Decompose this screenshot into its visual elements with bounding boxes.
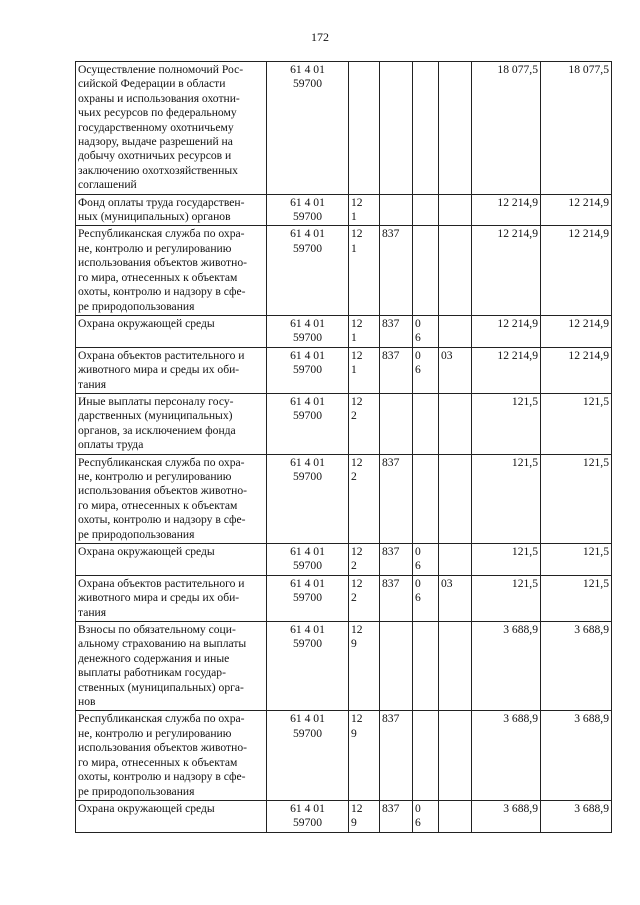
row-expense-type: 12 1 <box>349 347 380 393</box>
row-ministry-code: 837 <box>380 575 413 621</box>
row-ministry-code: 837 <box>380 800 413 832</box>
row-amount-1: 12 214,9 <box>472 226 541 315</box>
row-amount-2: 121,5 <box>541 454 612 543</box>
row-subsection <box>439 454 472 543</box>
row-amount-2: 12 214,9 <box>541 315 612 347</box>
row-target-code: 61 4 01 59700 <box>267 226 349 315</box>
row-expense-type: 12 9 <box>349 711 380 800</box>
row-name: Охрана окружающей среды <box>76 315 267 347</box>
row-expense-type: 12 2 <box>349 575 380 621</box>
table-row <box>76 622 612 711</box>
row-amount-1: 3 688,9 <box>472 711 541 800</box>
row-expense-type: 12 1 <box>349 226 380 315</box>
table-row <box>76 226 612 315</box>
table-row <box>76 711 612 800</box>
row-amount-1: 121,5 <box>472 544 541 576</box>
row-section: 0 6 <box>413 544 439 576</box>
row-subsection <box>439 315 472 347</box>
row-ministry-code: 837 <box>380 711 413 800</box>
row-amount-1: 12 214,9 <box>472 347 541 393</box>
row-name: Иные выплаты персоналу госу- дарственных (муниципальных) органов, за исключением фонда оплаты труда <box>76 393 267 454</box>
row-name: Фонд оплаты труда государствен- ных (муниципальных) органов <box>76 194 267 226</box>
row-target-code: 61 4 01 59700 <box>267 622 349 711</box>
row-target-code: 61 4 01 59700 <box>267 315 349 347</box>
row-subsection: 03 <box>439 347 472 393</box>
row-subsection <box>439 800 472 832</box>
table-row <box>76 575 612 621</box>
row-ministry-code: 837 <box>380 454 413 543</box>
row-section: 0 6 <box>413 800 439 832</box>
table-row <box>76 393 612 454</box>
row-subsection <box>439 62 472 195</box>
row-ministry-code: 837 <box>380 226 413 315</box>
row-expense-type: 12 9 <box>349 800 380 832</box>
table-body <box>76 62 612 833</box>
row-target-code: 61 4 01 59700 <box>267 194 349 226</box>
row-section <box>413 194 439 226</box>
row-section <box>413 393 439 454</box>
row-section: 0 6 <box>413 347 439 393</box>
table-row <box>76 347 612 393</box>
row-ministry-code <box>380 194 413 226</box>
row-target-code: 61 4 01 59700 <box>267 544 349 576</box>
table-row <box>76 62 612 195</box>
row-expense-type: 12 2 <box>349 393 380 454</box>
row-amount-2: 3 688,9 <box>541 622 612 711</box>
row-amount-1: 12 214,9 <box>472 315 541 347</box>
table-row <box>76 454 612 543</box>
row-section <box>413 62 439 195</box>
row-section <box>413 622 439 711</box>
row-expense-type: 12 2 <box>349 454 380 543</box>
row-target-code: 61 4 01 59700 <box>267 62 349 195</box>
row-section <box>413 711 439 800</box>
row-amount-1: 121,5 <box>472 575 541 621</box>
row-section <box>413 226 439 315</box>
table-row <box>76 544 612 576</box>
row-amount-1: 3 688,9 <box>472 800 541 832</box>
page-number: 172 <box>311 30 329 44</box>
row-ministry-code <box>380 62 413 195</box>
row-subsection: 03 <box>439 575 472 621</box>
table-row <box>76 800 612 832</box>
row-amount-2: 18 077,5 <box>541 62 612 195</box>
row-amount-2: 3 688,9 <box>541 711 612 800</box>
row-subsection <box>439 544 472 576</box>
row-name: Охрана окружающей среды <box>76 800 267 832</box>
row-amount-1: 18 077,5 <box>472 62 541 195</box>
row-expense-type: 12 1 <box>349 315 380 347</box>
row-name: Республиканская служба по охра- не, контролю и регулированию использования объектов животно- го мира, отнесенных к объектам охоты, контролю и надзору в сфе- ре природопользования <box>76 226 267 315</box>
row-target-code: 61 4 01 59700 <box>267 454 349 543</box>
row-section: 0 6 <box>413 315 439 347</box>
row-amount-2: 12 214,9 <box>541 194 612 226</box>
row-amount-2: 3 688,9 <box>541 800 612 832</box>
row-expense-type: 12 2 <box>349 544 380 576</box>
row-name: Республиканская служба по охра- не, контролю и регулированию использования объектов животно- го мира, отнесенных к объектам охоты, контролю и надзору в сфе- ре природопользования <box>76 711 267 800</box>
row-amount-2: 121,5 <box>541 393 612 454</box>
row-ministry-code: 837 <box>380 544 413 576</box>
row-target-code: 61 4 01 59700 <box>267 575 349 621</box>
row-name: Охрана окружающей среды <box>76 544 267 576</box>
row-expense-type: 12 1 <box>349 194 380 226</box>
row-subsection <box>439 711 472 800</box>
row-amount-2: 12 214,9 <box>541 347 612 393</box>
row-amount-2: 121,5 <box>541 575 612 621</box>
row-target-code: 61 4 01 59700 <box>267 711 349 800</box>
row-name: Взносы по обязательному соци- альному страхованию на выплаты денежного содержания и иные выплаты работникам государ- ственных (муниципальных) орга- нов <box>76 622 267 711</box>
table-row <box>76 315 612 347</box>
row-subsection <box>439 393 472 454</box>
row-amount-1: 121,5 <box>472 454 541 543</box>
row-name: Республиканская служба по охра- не, контролю и регулированию использования объектов животно- го мира, отнесенных к объектам охоты, контролю и надзору в сфе- ре природопользования <box>76 454 267 543</box>
row-amount-1: 12 214,9 <box>472 194 541 226</box>
row-subsection <box>439 194 472 226</box>
row-amount-2: 12 214,9 <box>541 226 612 315</box>
row-ministry-code: 837 <box>380 347 413 393</box>
row-ministry-code <box>380 622 413 711</box>
row-ministry-code: 837 <box>380 315 413 347</box>
row-amount-1: 3 688,9 <box>472 622 541 711</box>
row-target-code: 61 4 01 59700 <box>267 800 349 832</box>
row-section: 0 6 <box>413 575 439 621</box>
row-expense-type <box>349 62 380 195</box>
budget-table <box>75 61 612 833</box>
row-amount-1: 121,5 <box>472 393 541 454</box>
row-name: Осуществление полномочий Рос- сийской Федерации в области охраны и использования охотни- чьих ресурсов по федеральному государственному охотничьему надзору, выдаче разрешений на добычу охотничьих ресурсов и заключению охотхозяйственных соглашений <box>76 62 267 195</box>
table-row <box>76 194 612 226</box>
row-subsection <box>439 622 472 711</box>
row-amount-2: 121,5 <box>541 544 612 576</box>
row-name: Охрана объектов растительного и животного мира и среды их оби- тания <box>76 575 267 621</box>
row-expense-type: 12 9 <box>349 622 380 711</box>
row-section <box>413 454 439 543</box>
row-subsection <box>439 226 472 315</box>
row-target-code: 61 4 01 59700 <box>267 393 349 454</box>
row-target-code: 61 4 01 59700 <box>267 347 349 393</box>
row-name: Охрана объектов растительного и животного мира и среды их оби- тания <box>76 347 267 393</box>
row-ministry-code <box>380 393 413 454</box>
